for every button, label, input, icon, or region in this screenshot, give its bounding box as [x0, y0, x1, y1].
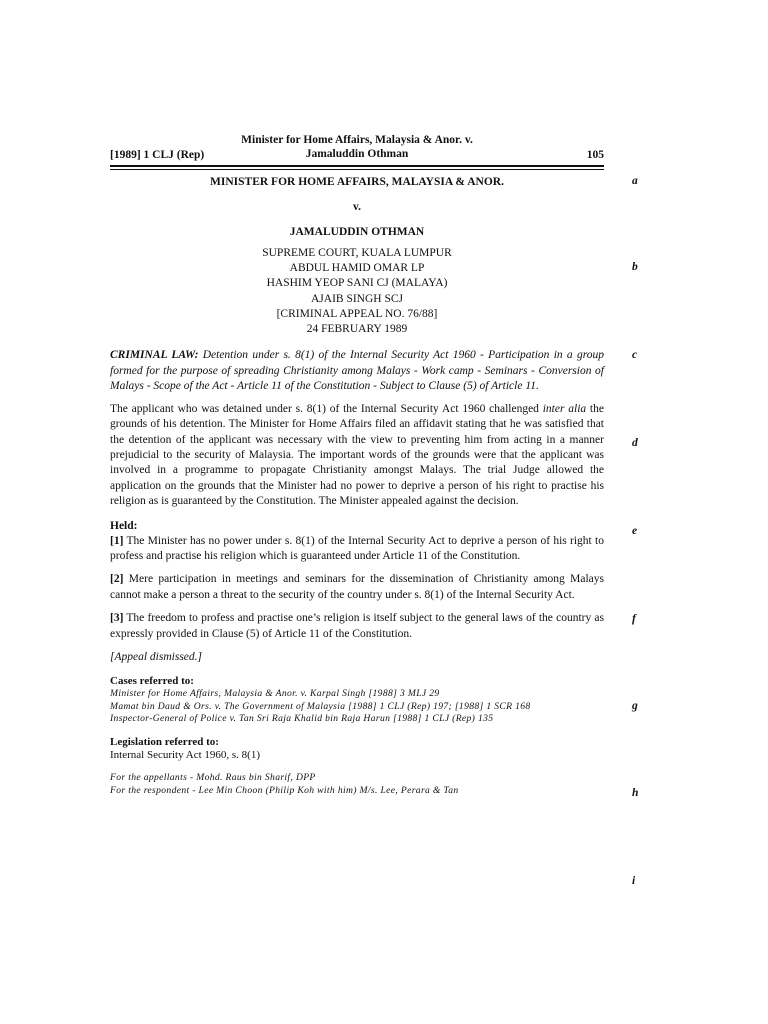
- case-citation: Inspector-General of Police v. Tan Sri Raja Khalid bin Raja Harun [1988] 1 CLJ (Rep) 135: [110, 713, 494, 725]
- court-details: [110, 246, 604, 337]
- held-point-text: Mere participation in meetings and seminars for the dissemination of Christianity among Malays cannot make a person a threat to the security of the country under s. 8(1) of the Internal Security Act.: [110, 573, 604, 601]
- summary-italic-term: inter alia: [542, 402, 587, 415]
- summary-part-3: the grounds of his detention. The Minister for Home Affairs filed an affidavit stating that he was satisfied that the detention of the applicant was necessary with the view to preventing him from acting in a manner prejudicial to the security of Malaysia. The important words of the grounds were that the applicant was involved in a programme to propagate Christianity amongst Malays. The trial Judge allowed the application on the grounds that the Minister had no power to deprive a person of his right to practise his religion as is guaranteed by the Constitution. The Minister appealed against the decision.: [110, 402, 604, 508]
- appeal-result: [Appeal dismissed.]: [110, 651, 202, 663]
- main-content: [110, 175, 604, 798]
- header-title-line-2: Jamaluddin Othman: [305, 148, 409, 160]
- held-point-number: [2]: [110, 573, 124, 586]
- catchwords: [110, 348, 604, 395]
- case-summary: [110, 402, 604, 510]
- header-title-line-1: Minister for Home Affairs, Malaysia & Anor. v.: [241, 134, 473, 146]
- held-point-2: [110, 572, 604, 603]
- margin-letter-g: g: [632, 700, 638, 712]
- header-citation: [1989] 1 CLJ (Rep): [110, 149, 205, 161]
- counsel-respondent: For the respondent - Lee Min Choon (Philip Koh with him) M/s. Lee, Perara & Tan: [110, 785, 459, 797]
- margin-letter-f: f: [632, 613, 636, 625]
- judge-3: AJAIB SINGH SCJ: [310, 292, 404, 305]
- held-point-number: [3]: [110, 612, 124, 625]
- counsel-appellants: For the appellants - Mohd. Raus bin Sharif, DPP: [110, 771, 316, 783]
- header-rule-thick: [110, 165, 604, 167]
- legislation-referred-heading: Legislation referred to:: [110, 735, 219, 748]
- respondent-name: JAMALUDDIN OTHMAN: [289, 226, 425, 238]
- summary-part-1: The applicant who was detained under s. 8(1) of the Internal Security Act 1960 challenged: [110, 402, 543, 415]
- margin-letter-e: e: [632, 525, 638, 537]
- versus: v.: [353, 201, 361, 213]
- legislation-item: Internal Security Act 1960, s. 8(1): [110, 748, 260, 761]
- margin-letter-d: d: [632, 437, 638, 449]
- margin-letter-b: b: [632, 261, 638, 273]
- margin-letter-h: h: [632, 787, 639, 799]
- margin-letter-a: a: [632, 175, 638, 187]
- judge-1: ABDUL HAMID OMAR LP: [289, 262, 425, 275]
- court-name: SUPREME COURT, KUALA LUMPUR: [262, 247, 452, 259]
- header-rule-thin: [110, 169, 604, 170]
- held-heading: Held:: [110, 519, 138, 532]
- case-citation: Mamat bin Daud & Ors. v. The Government of Malaysia [1988] 1 CLJ (Rep) 197; [1988] 1 SCR 168: [110, 700, 531, 712]
- held-point-1: [110, 534, 604, 565]
- held-point-number: [1]: [110, 534, 124, 547]
- header-page-number: 105: [586, 149, 604, 161]
- header-case-title: [110, 133, 604, 161]
- running-header: [110, 133, 604, 163]
- margin-letter-c: c: [632, 349, 638, 361]
- margin-letter-i: i: [632, 875, 636, 887]
- appellant-name: MINISTER FOR HOME AFFAIRS, MALAYSIA & ANOR.: [210, 176, 504, 188]
- judgment-date: 24 FEBRUARY 1989: [306, 323, 408, 336]
- cases-referred-heading: Cases referred to:: [110, 675, 194, 687]
- judge-2: HASHIM YEOP SANI CJ (MALAYA): [266, 277, 448, 290]
- held-point-text: The freedom to profess and practise one’s religion is itself subject to the general laws of the country as expressly provided in Clause (5) of Article 11 of the Constitution.: [110, 612, 604, 640]
- catchwords-text: Detention under s. 8(1) of the Internal Security Act 1960 - Participation in a group formed for the purpose of spreading Christianity among Malays - Work camp - Seminars - Conversion of Malays - Scope of the Act - Article 11 of the Constitution - Subject to Clause (5) of Article 11.: [110, 349, 604, 393]
- appeal-number: [CRIMINAL APPEAL NO. 76/88]: [276, 307, 438, 320]
- held-point-text: The Minister has no power under s. 8(1) of the Internal Security Act to deprive a person of his right to profess and practise his religion which is guaranteed under Article 11 of the Constitution.: [110, 534, 604, 562]
- case-citation: Minister for Home Affairs, Malaysia & Anor. v. Karpal Singh [1988] 3 MLJ 29: [110, 688, 440, 699]
- held-point-3: [110, 611, 604, 642]
- catchwords-label: CRIMINAL LAW:: [110, 349, 199, 362]
